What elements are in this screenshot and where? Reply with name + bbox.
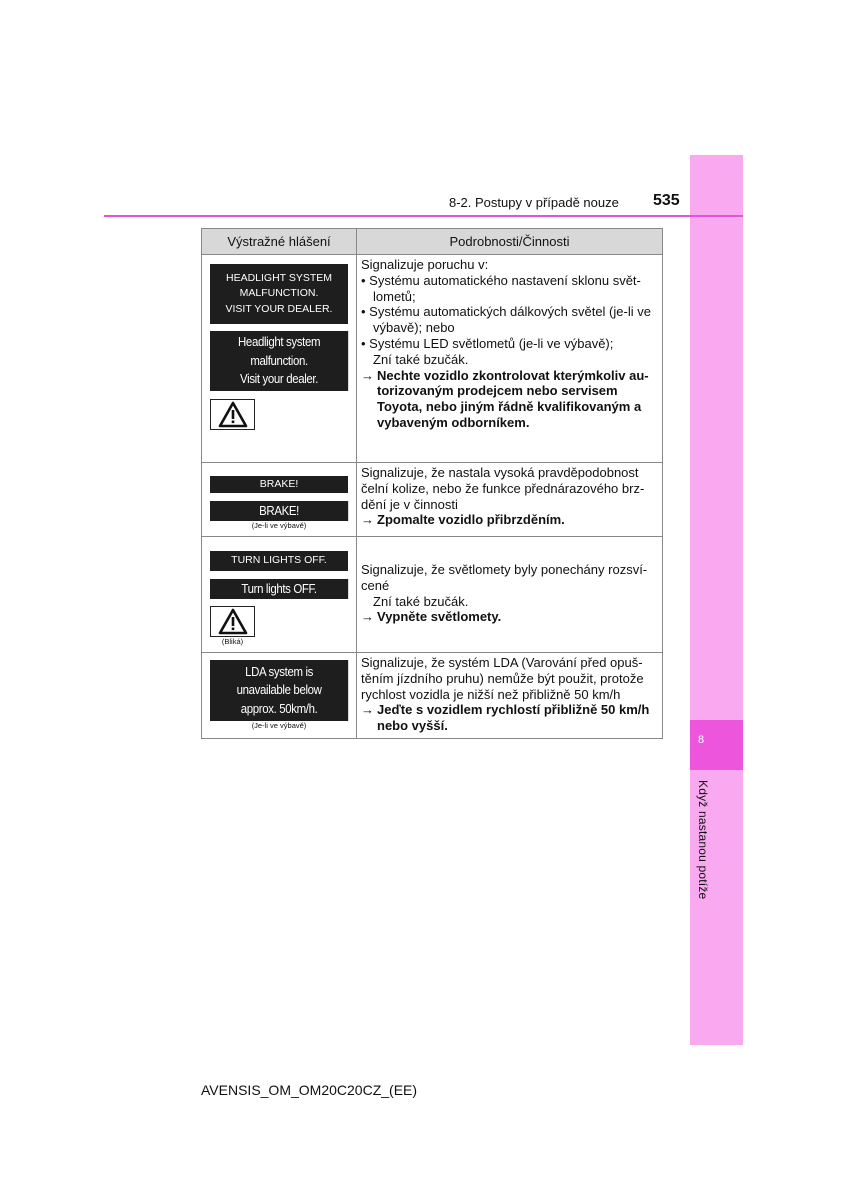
action-instruction: → Zpomalte vozidlo přibrzděním. bbox=[361, 512, 565, 528]
master-warning-icon bbox=[210, 399, 255, 430]
message-cell bbox=[202, 653, 357, 739]
display-small-turn-lights: TURN LIGHTS OFF. bbox=[210, 551, 348, 571]
display-small-headlight: HEADLIGHT SYSTEM MALFUNCTION. VISIT YOUR DEALER. bbox=[210, 264, 348, 324]
table-row bbox=[202, 653, 663, 739]
warning-messages-table bbox=[201, 228, 663, 739]
action-instruction: → Jeďte s vozidlem rychlostí přibližně 50 km/h nebo vyšší. bbox=[361, 702, 650, 734]
column-header-message: Výstražné hlášení bbox=[202, 229, 357, 255]
page-number: 535 bbox=[653, 192, 680, 209]
document-code: AVENSIS_OM_OM20C20CZ_(EE) bbox=[201, 1082, 418, 1098]
display-large-headlight: Headlight system malfunction. Visit your dealer. bbox=[210, 331, 348, 391]
message-cell bbox=[202, 463, 357, 537]
master-warning-icon bbox=[210, 606, 255, 637]
details-cell: Signalizuje, že nastala vysoká pravděpodobnost čelní kolize, nebo že funkce přednárazového brz-dění je v činnosti → Zpomalte vozidlo přibrzděním. bbox=[357, 463, 663, 537]
action-instruction: → Vypněte světlomety. bbox=[361, 609, 502, 625]
table-header-row bbox=[202, 229, 663, 255]
table-row bbox=[202, 255, 663, 463]
blink-note: (Bliká) bbox=[221, 637, 244, 646]
message-cell bbox=[202, 537, 357, 653]
display-large-lda: LDA system is unavailable below approx. 50km/h. bbox=[210, 660, 348, 721]
details-cell: Signalizuje, že světlomety byly ponechány rozsví-cené Zní také bzučák. → Vypněte světlomety. bbox=[357, 537, 663, 653]
display-small-brake: BRAKE! bbox=[210, 476, 348, 493]
section-title: 8-2. Postupy v případě nouze bbox=[449, 195, 619, 210]
equipment-note: (Je-li ve výbavě) bbox=[251, 521, 307, 530]
details-cell: Signalizuje poruchu v: • Systému automatického nastavení sklonu svět-lometů; • Systému automatických dálkových světel (je-li ve výbavě); nebo • Systému LED světlometů (je-li ve výbavě); Zní také bzučák. → Nechte vozidlo zkontrolovat kterýmkoliv au-torizovaným prodejcem nebo servisem Toyota, nebo jiným řádně kvalifikovaným a vybaveným odborníkem. bbox=[357, 255, 663, 463]
column-header-details: Podrobnosti/Činnosti bbox=[357, 229, 663, 255]
chapter-side-tab bbox=[690, 155, 743, 1045]
header-rule bbox=[104, 215, 743, 217]
chapter-number: 8 bbox=[698, 734, 705, 746]
action-instruction: → Nechte vozidlo zkontrolovat kterýmkoliv au-torizovaným prodejcem nebo servisem Toyota, nebo jiným řádně kvalifikovaným a vybaveným odborníkem. bbox=[361, 367, 649, 430]
details-cell: Signalizuje, že systém LDA (Varování před opuš-těním jízdního pruhu) nemůže být použit, protože rychlost vozidla je nižší než přibližně 50 km/h → Jeďte s vozidlem rychlostí přibližně 50 km/h nebo vyšší. bbox=[357, 653, 663, 739]
message-cell bbox=[202, 255, 357, 463]
display-large-turn-lights: Turn lights OFF. bbox=[210, 579, 348, 599]
chapter-title: Když nastanou potíže bbox=[696, 780, 710, 900]
table-row bbox=[202, 537, 663, 653]
table-row bbox=[202, 463, 663, 537]
equipment-note: (Je-li ve výbavě) bbox=[251, 721, 307, 730]
display-large-brake: BRAKE! bbox=[210, 501, 348, 521]
